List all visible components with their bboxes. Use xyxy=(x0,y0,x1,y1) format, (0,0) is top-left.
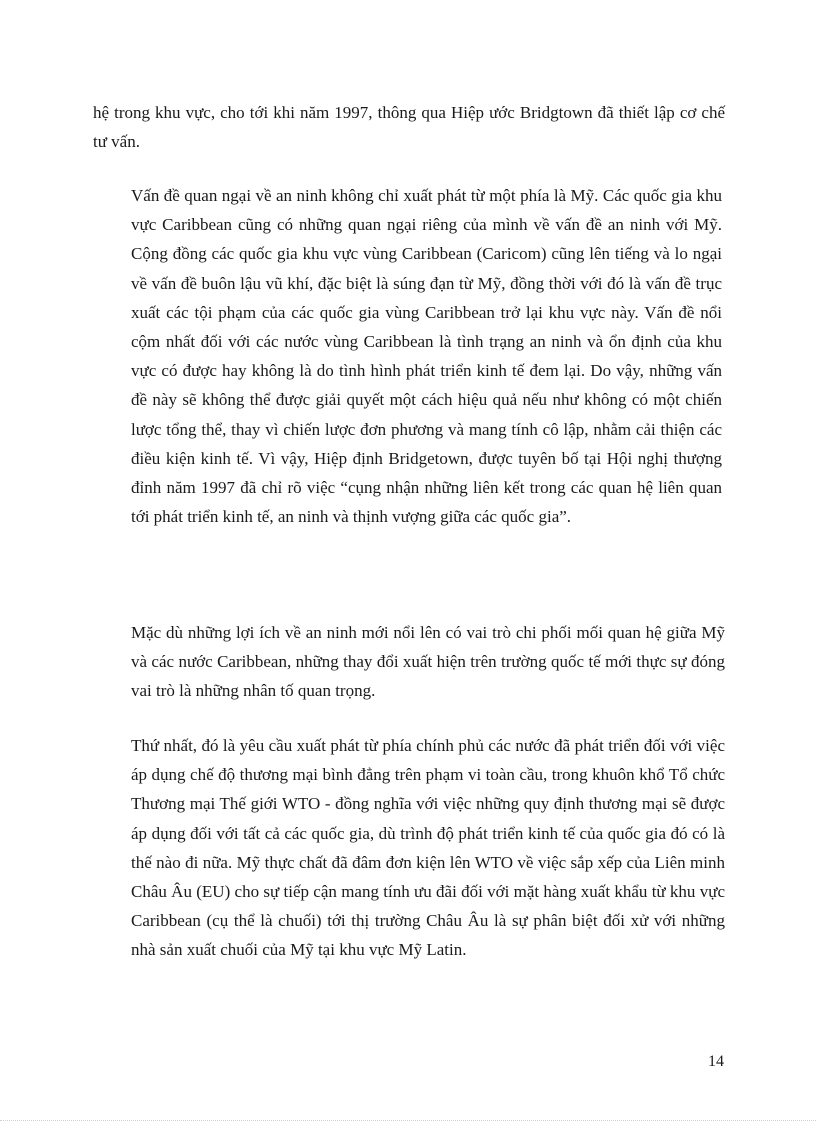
page-bottom-divider xyxy=(0,1120,816,1121)
page-number: 14 xyxy=(708,1053,724,1070)
paragraph-first-point-wto: Thứ nhất, đó là yêu cầu xuất phát từ phía chính phủ các nước đã phát triển đối với việc áp dụng chế độ thương mại bình đẳng trên phạm vi toàn cầu, trong khuôn khổ Tổ chức Thương mại Thế giới WTO - đồng nghĩa với việc những quy định thương mại sẽ được áp dụng đối với tất cả các quốc gia, dù trình độ phát triển kinh tế của quốc gia đó có là thế nào đi nữa. Mỹ thực chất đã đâm đơn kiện lên WTO về việc sắp xếp của Liên minh Châu Âu (EU) cho sự tiếp cận mang tính ưu đãi đối với mặt hàng xuất khẩu từ khu vực Caribbean (cụ thể là chuối) tới thị trường Châu Âu là sự phân biệt đối xử với những nhà sản xuất chuối của Mỹ tại khu vực Mỹ Latin. xyxy=(131,736,725,960)
paragraph-international-changes: Mặc dù những lợi ích về an ninh mới nổi lên có vai trò chi phối mối quan hệ giữa Mỹ và các nước Caribbean, những thay đổi xuất hiện trên trường quốc tế mới thực sự đóng vai trò là những nhân tố quan trọng. xyxy=(131,623,725,701)
paragraph-security-concerns: Vấn đề quan ngại về an ninh không chỉ xuất phát từ một phía là Mỹ. Các quốc gia khu vực Caribbean cũng có những quan ngại riêng của mình về vấn đề an ninh với Mỹ. Cộng đồng các quốc gia khu vực vùng Caribbean (Caricom) cũng lên tiếng và lo ngại về vấn đề buôn lậu vũ khí, đặc biệt là súng đạn từ Mỹ, đồng thời với đó là vấn đề trục xuất các tội phạm của các quốc gia vùng Caribbean trở lại khu vực này. Vấn đề nổi cộm nhất đối với các nước vùng Caribbean là tình trạng an ninh và ổn định của khu vực có được hay không là do tình hình phát triển kinh tế đem lại. Do vậy, những vấn đề này sẽ không thể được giải quyết một cách hiệu quả nếu như không có một chiến lược tổng thể, thay vì chiến lược đơn phương và mang tính cô lập, nhằm cải thiện các điều kiện kinh tế. Vì vậy, Hiệp định Bridgetown, được tuyên bố tại Hội nghị thượng đỉnh năm 1997 đã chỉ rõ việc “cụng nhận những liên kết trong các quan hệ liên quan tới phát triển kinh tế, an ninh và thịnh vượng giữa các quốc gia”. xyxy=(131,186,722,527)
paragraph-continuation: hệ trong khu vực, cho tới khi năm 1997, thông qua Hiệp ước Bridgtown đã thiết lập cơ chế tư vấn. xyxy=(93,103,725,152)
